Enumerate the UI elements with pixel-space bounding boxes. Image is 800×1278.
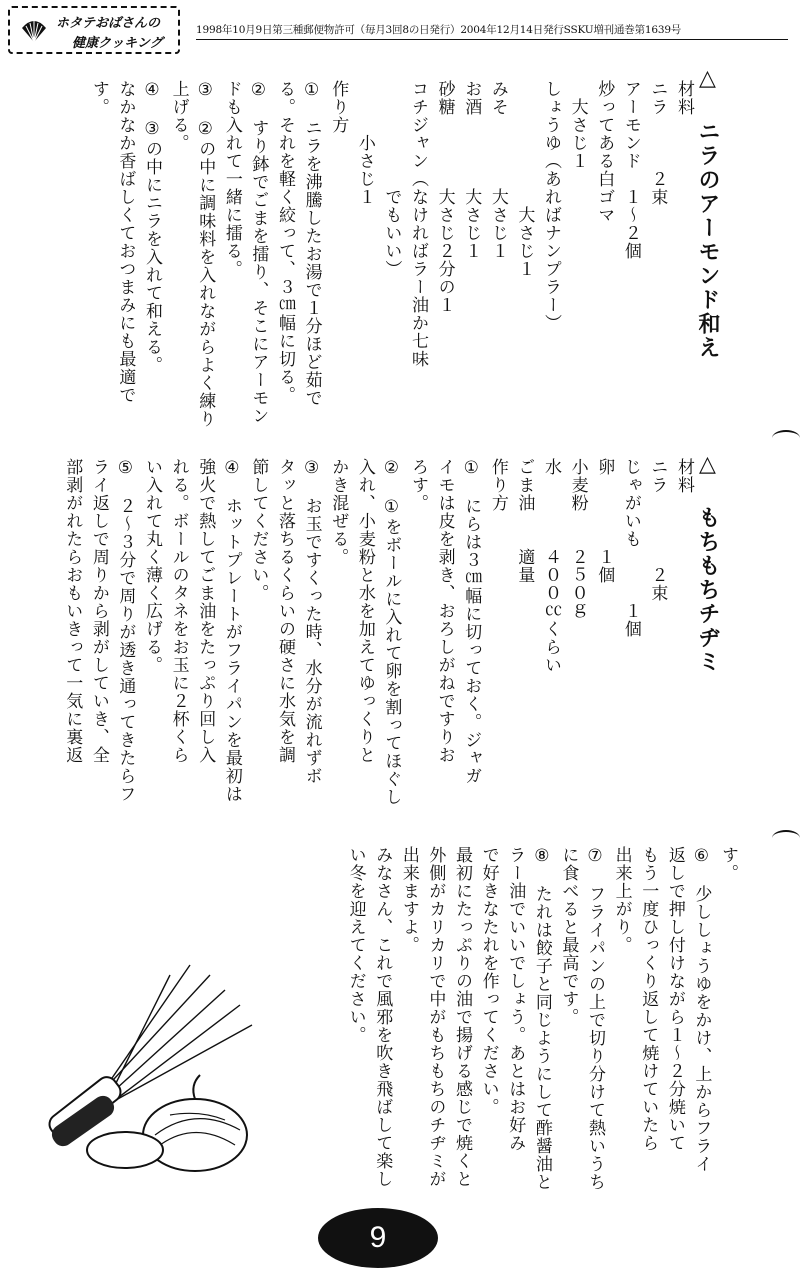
- recipe2.columns-line: 小麦粉 ２５０ｇ: [567, 458, 588, 620]
- recipe2.columns-line: れる。ボールのタネをお玉に２杯くら: [168, 458, 189, 764]
- recipe2.continued-line: に食べると最高です。: [558, 846, 579, 1026]
- recipe1.columns-line: 砂糖 大さじ２分の１: [434, 80, 455, 314]
- recipe2.continued-line: 出来ますよ。: [398, 846, 419, 954]
- recipe1.columns-line: ② すり鉢でごまを擂り、そこにアーモン: [248, 80, 269, 425]
- recipe2.continued-line: ⑧ たれは餃子と同じようにして酢醤油と: [531, 846, 552, 1191]
- page-header: [0, 0, 800, 56]
- scallop-shell-icon: [20, 16, 48, 44]
- logo-line-2: 健康クッキング: [72, 36, 163, 51]
- recipe1.columns-line: 大さじ１: [567, 80, 588, 170]
- recipe1.columns-line: 炒ってある白ゴマ: [594, 80, 615, 224]
- recipe2.continued-line: ラー油でいいでしょう。あとはお好み: [505, 846, 526, 1152]
- logo-line-1: ホタテおばさんの: [56, 16, 161, 31]
- recipe1.columns-line: る。それを軽く絞って、３㎝幅に切る。: [275, 80, 295, 404]
- recipe2.columns-line: 入れ、小麦粉と水を加えてゆっくりと: [354, 458, 375, 764]
- recipe1.columns-line: 大さじ１: [514, 80, 535, 278]
- recipe2.columns-line: タッと落ちるくらいの硬さに水気を調: [275, 458, 295, 764]
- recipe2.columns-line: 材料: [674, 458, 694, 494]
- recipe2.continued-line: で好きなたれを作ってください。: [478, 846, 499, 1116]
- recipe2.columns-line: ⑤ ２〜３分で周りが透き通ってきたらフ: [115, 458, 136, 803]
- recipe2.columns-line: 強火で熱してごま油をたっぷり回し入: [195, 458, 216, 764]
- recipe2.columns-line: ろす。: [408, 458, 428, 512]
- recipe2.columns-line: ライ返しで周りから剥がしていき、全: [88, 458, 109, 764]
- recipe1.columns-line: 作り方: [328, 80, 349, 134]
- recipe1.columns-line: ① ニラを沸騰したお湯で１分ほど茹で: [301, 80, 322, 407]
- recipe2.continued-line: みなさん、これで風邪を吹き飛ばして楽し: [372, 846, 393, 1188]
- recipe2.columns-line: ④ ホットプレートがフライパンを最初は: [221, 458, 242, 803]
- recipe2.columns-line: 水 ４００㏄くらい: [541, 458, 561, 674]
- recipe1.columns-line: 小さじ１: [354, 80, 375, 206]
- recipe2.columns-line: 部剥がれたらおもいきって一気に裏返: [62, 458, 83, 764]
- recipe1.columns-line: 上げる。: [168, 80, 189, 152]
- recipe2-title: △ もちもちチヂミ: [695, 452, 720, 674]
- leek-onion-illustration: [20, 935, 280, 1175]
- recipe1.columns-line: ④ ③の中にニラを入れて和える。: [142, 80, 162, 374]
- recipe2.columns-line: ② ①をボールに入れて卵を割ってほぐし: [381, 458, 402, 806]
- recipe2.continued-line: 出来上がり。: [611, 846, 632, 954]
- publication-info: 1998年10月9日第三種郵便物許可（毎月3回8の日発行）2004年12月14日発行SSKU増刊通巻第1639号: [196, 22, 788, 40]
- page-mark: [772, 830, 800, 846]
- recipe2.columns-line: ① にらは３㎝幅に切っておく。ジャガ: [461, 458, 482, 785]
- recipe2.columns-line: 卵 １個: [594, 458, 615, 584]
- recipe2.columns-line: 節してください。: [248, 458, 269, 602]
- recipe1.columns-line: アーモンド １〜２個: [620, 80, 641, 260]
- recipe1-title: △ ニラのアーモンド和え: [695, 66, 720, 360]
- recipe1.columns-line: 材料: [674, 80, 694, 116]
- recipe1.columns-line: みそ 大さじ１: [487, 80, 508, 260]
- recipe2.continued-line: す。: [718, 846, 738, 882]
- recipe2.continued-line: 外側がカリカリで中がもちもちのチヂミが: [425, 846, 446, 1188]
- recipe1.columns-line: お酒 大さじ１: [461, 80, 482, 260]
- recipe2.columns-line: ③ お玉ですくった時、水分が流れずボ: [301, 458, 322, 785]
- recipe2.columns-line: ニラ ２束: [647, 458, 668, 602]
- recipe2.continued-line: もう一度ひっくり返して焼けていたら: [638, 846, 659, 1152]
- recipe2.columns-line: じゃがいも １個: [620, 458, 641, 638]
- recipe1.columns-line: す。: [88, 80, 109, 116]
- recipe2.continued-line: 返しで押し付けながら１〜２分焼いて: [664, 846, 685, 1152]
- recipe2.columns-line: い入れて丸く薄く広げる。: [142, 458, 162, 674]
- recipe1.columns-line: ニラ ２束: [647, 80, 668, 206]
- recipe1.columns-line: コチジャン（なければラー油か七味: [408, 80, 428, 368]
- recipe1.columns-line: しょうゆ（あればナンプラー）: [541, 80, 561, 332]
- recipe2.columns-line: かき混ぜる。: [328, 458, 349, 566]
- recipe1.columns-line: でもいい）: [381, 80, 402, 278]
- page-number: 9: [318, 1208, 438, 1268]
- logo: [8, 6, 180, 54]
- recipe2.continued-line: い冬を迎えてください。: [345, 846, 366, 1044]
- recipe2.continued-line: ⑦ フライパンの上で切り分けて熱いうち: [585, 846, 605, 1191]
- recipe1.columns-line: なかなか香ばしくておつまみにも最適で: [115, 80, 136, 404]
- recipe2.columns-line: 作り方: [487, 458, 508, 512]
- page-mark: [772, 430, 800, 446]
- recipe2.columns-line: イモは皮を剥き、おろしがねですりお: [434, 458, 455, 764]
- recipe2.columns-line: ごま油 適量: [514, 458, 535, 584]
- recipe2.continued-line: 最初にたっぷりの油で揚げる感じで焼くと: [452, 846, 472, 1188]
- recipe2.continued-line: ⑥ 少ししょうゆをかけ、上からフライ: [691, 846, 712, 1173]
- recipe1.columns-line: ③ ②の中に調味料を入れながらよく練り: [195, 80, 216, 428]
- recipe1.columns-line: ドも入れて一緒に擂る。: [221, 80, 242, 278]
